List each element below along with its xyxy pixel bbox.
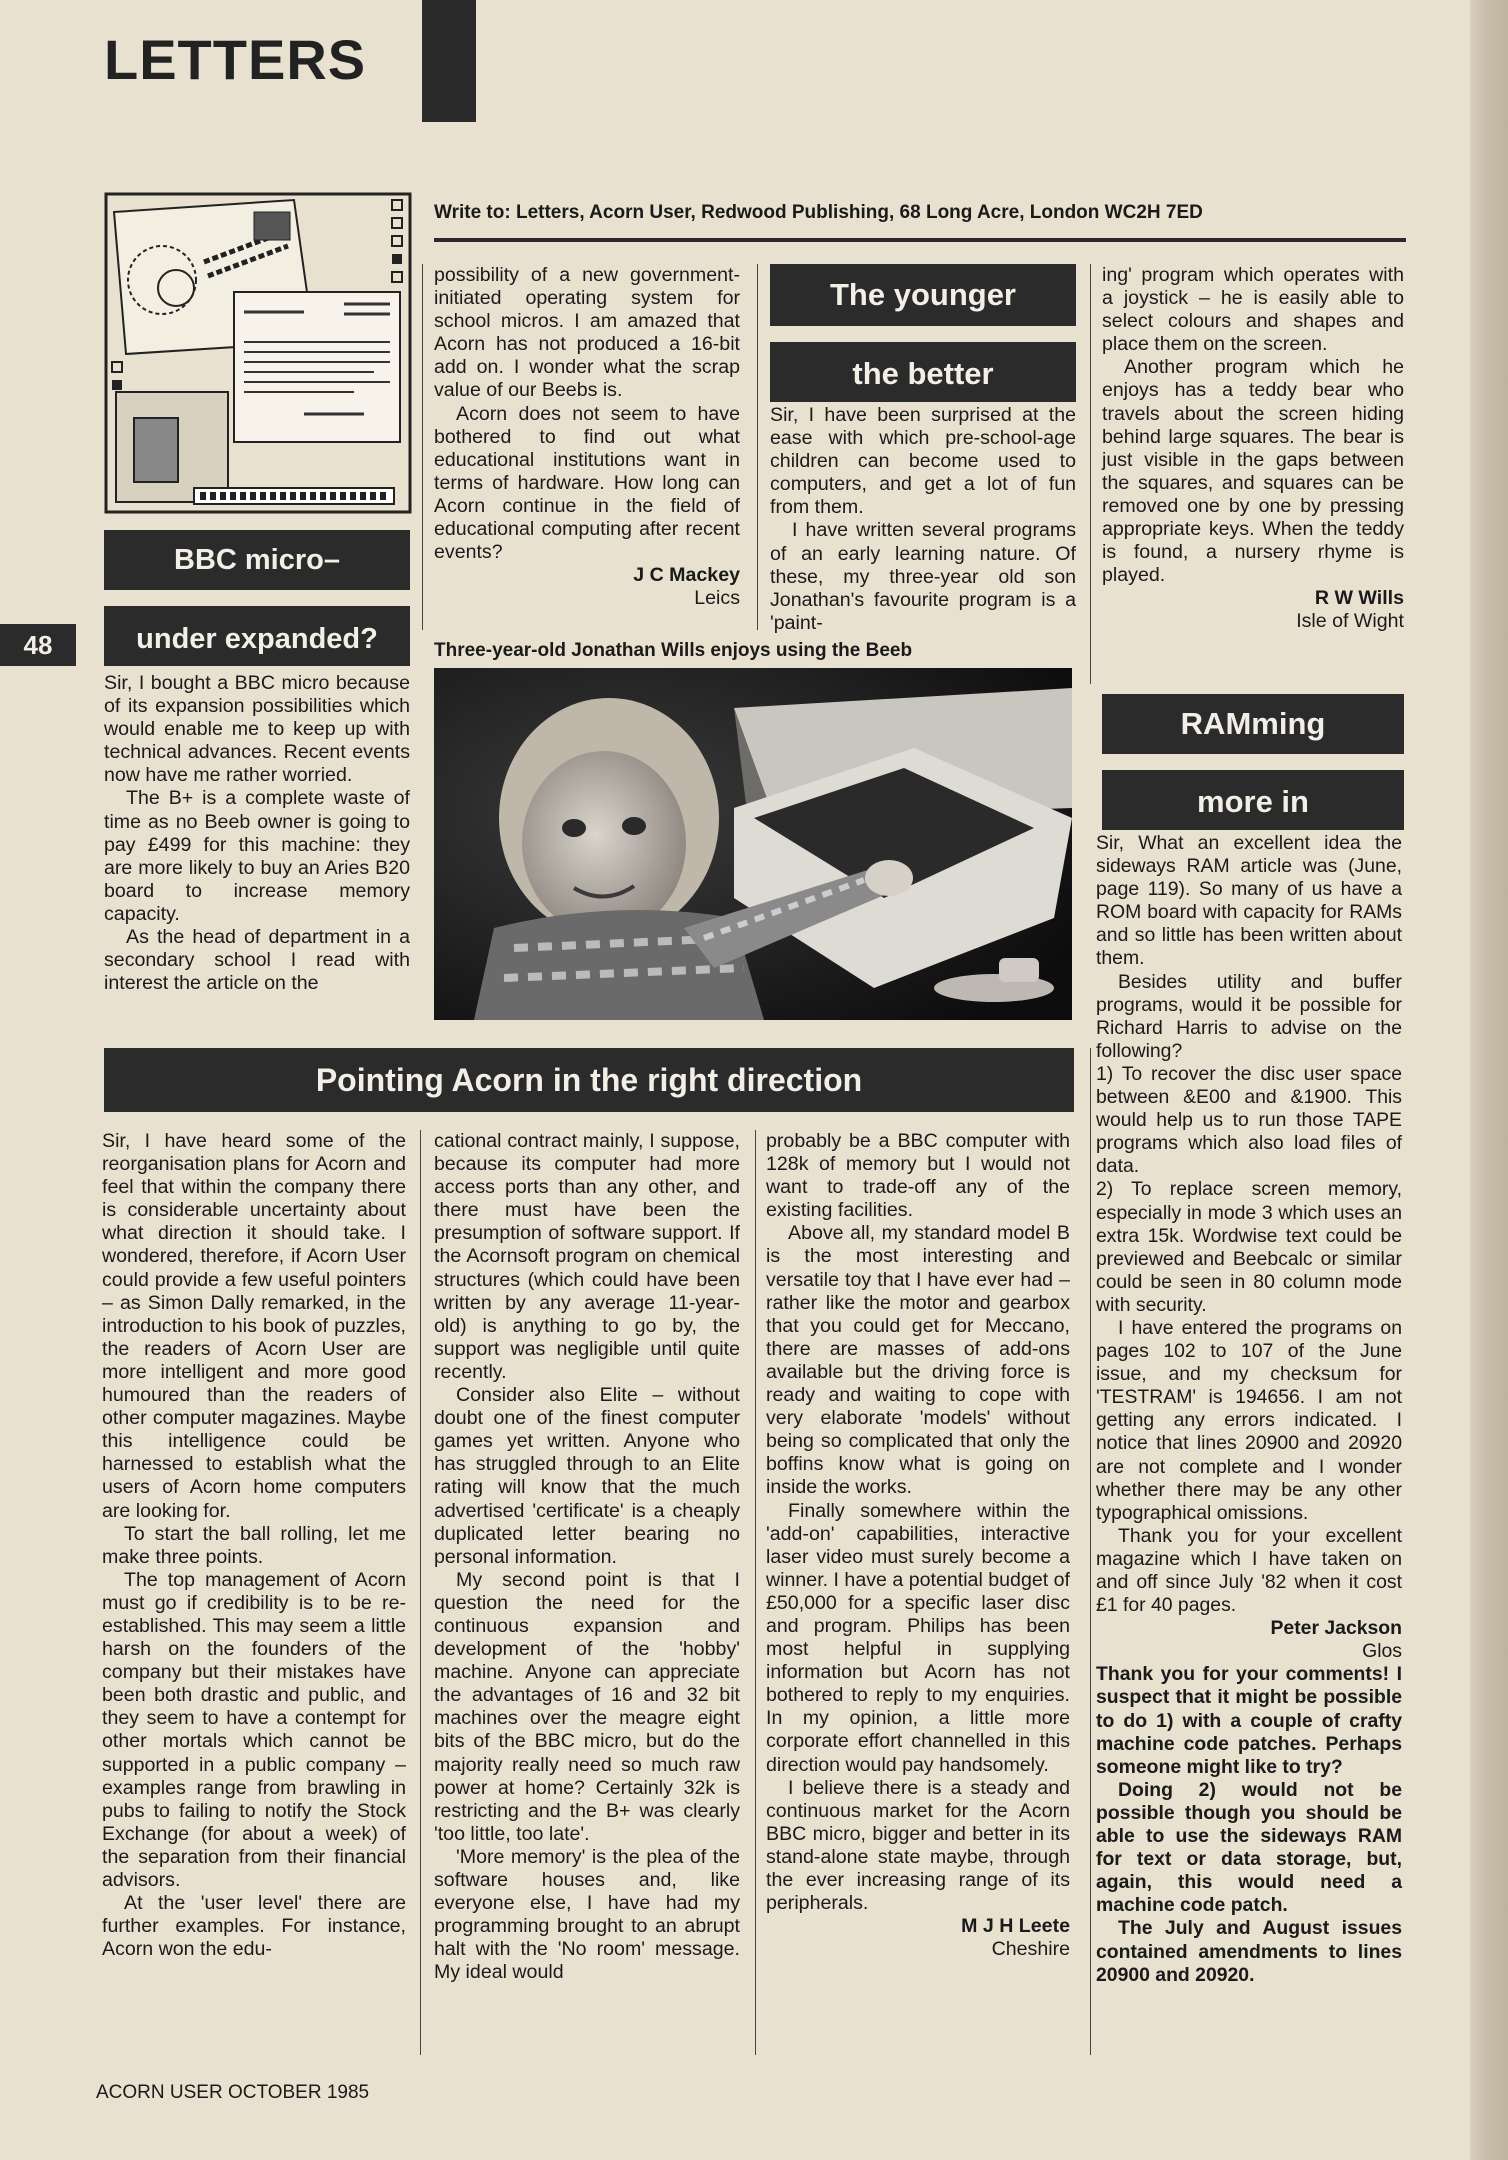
letter-illustration	[104, 192, 412, 514]
letter2-location: Isle of Wight	[1296, 610, 1404, 633]
column-rule	[755, 1130, 756, 2055]
page-number: 48	[0, 624, 76, 666]
letter4-signature: M J H Leete	[961, 1915, 1070, 1938]
paragraph: To start the ball rolling, let me make three points.	[102, 1522, 406, 1568]
letter1-column-a	[104, 672, 410, 995]
paragraph: As the head of department in a secondary school I read with interest the article on the	[104, 926, 410, 995]
paragraph: probably be a BBC computer with 128k of memory but I would not want to trade-off any of the existing facilities.	[766, 1130, 1070, 1222]
paragraph: My second point is that I question the need for the continuous expansion and development of the 'hobby' machine. Anyone can appreciate the advantages of 16 and 32 bit machines over the meagre eight bits of the BBC micro, but do the majority really need so much raw power at home? Certainly 32k is restricting and the B+ was clearly 'too little, too late'.	[434, 1568, 740, 1845]
letter2-signature: R W Wills	[1314, 587, 1404, 610]
paragraph: 'More memory' is the plea of the software houses and, like everyone else, I have had my programming brought to an abrupt halt with the 'No room' message. My ideal would	[434, 1845, 740, 1984]
letter1-signature: J C Mackey	[633, 564, 740, 587]
paragraph: Sir, What an excellent idea the sideways RAM article was (June, page 119). So many of us have a ROM board with capacity for RAMs and so little has been written about them.	[1096, 832, 1402, 970]
paragraph: Sir, I have heard some of the reorganisation plans for Acorn and feel that within the company there is considerable uncertainty about what direction it should take. I wondered, therefore, if Acorn User could provide a few useful pointers – as Simon Dally remarked, in the introduction to his book of puzzles, the readers of Acorn User are more intelligent and more good humoured than the readers of other computer magazines. Maybe this intelligence could be harnessed to establish what the users of Acorn home computers are looking for.	[102, 1130, 406, 1522]
letter3-headline-1: RAMming	[1102, 694, 1404, 754]
paragraph: I have written several programs of an early learning nature. Of these, my three-year old son Jonathan's favourite program is a 'paint-	[770, 519, 1076, 634]
letter4-location: Cheshire	[991, 1938, 1070, 1961]
paragraph: The B+ is a complete waste of time as no Beeb owner is going to pay £499 for this machine: they are more likely to buy an Aries B20 board to increase memory capacity.	[104, 787, 410, 925]
paragraph: The top management of Acorn must go if credibility is to be re-established. This may seem a little harsh on the founders of the company but their mistakes have been both drastic and public, and they seem to have a contempt for other mortals which cannot be supported in a public company – examples range from brawling in pubs to failing to notify the Stock Exchange (for about a week) of the separation from their financial advisors.	[102, 1568, 406, 1891]
letter1-column-b	[434, 264, 740, 610]
letter2-column-a	[770, 404, 1076, 635]
letter2-headline-1: The younger	[770, 264, 1076, 326]
letter1-headline-1: BBC micro–	[104, 530, 410, 590]
letter1-location: Leics	[694, 587, 740, 610]
paragraph: Besides utility and buffer programs, would it be possible for Richard Harris to advise on the following?	[1096, 970, 1402, 1062]
paragraph: Consider also Elite – without doubt one of the finest computer games yet written. Anyone who has struggled through to an Elite rating will know that the much advertised 'certificate' is a cheaply duplicated letter bearing no personal information.	[434, 1384, 740, 1568]
editor-paragraph: The July and August issues contained amendments to lines 20900 and 20920.	[1096, 1917, 1402, 1986]
masthead-block	[422, 0, 476, 122]
letter3-headline-2: more in	[1102, 770, 1404, 830]
paragraph: Finally somewhere within the 'add-on' capabilities, interactive laser video must surely become a winner. I have a potential budget of £50,000 for a specific laser disc and program. Philips has been most helpful in supplying information but Acorn has not bothered to reply to my enquiries. In my opinion, a little more corporate effort channelled in this direction would pay handsomely.	[766, 1499, 1070, 1776]
column-rule	[1090, 264, 1091, 684]
paragraph: Thank you for your excellent magazine which I have taken on and off since July '82 when it cost £1 for 40 pages.	[1096, 1524, 1402, 1617]
photo-caption: Three-year-old Jonathan Wills enjoys using the Beeb	[434, 640, 913, 661]
letter4-column-3	[766, 1130, 1070, 1961]
paragraph: cational contract mainly, I suppose, because its computer had more access ports than any other, and there must have been the presumption of software support. If the Acornsoft program on chemical structures (which could have been written by any average 11-year-old) is anything to go by, the support was negligible until quite recently.	[434, 1130, 740, 1383]
paragraph: possibility of a new government-initiated operating system for school micros. I am amazed that Acorn has not produced a 16-bit add on. I wonder what the scrap value of our Beebs is.	[434, 264, 740, 402]
paragraph: Sir, I bought a BBC micro because of its expansion possibilities which would enable me to keep up with technical advances. Recent events now have me rather worried.	[104, 672, 410, 787]
paragraph: ing' program which operates with a joystick – he is easily able to select colours and shapes and place them on the screen.	[1102, 264, 1404, 356]
paragraph: Acorn does not seem to have bothered to find out what educational institutions want in terms of hardware. How long can Acorn continue in the field of educational computing after recent events?	[434, 402, 740, 564]
editor-paragraph: Doing 2) would not be possible though you should be able to use the sideways RAM for text or data storage, but, again, this would need a machine code patch.	[1096, 1778, 1402, 1917]
paragraph: 1) To recover the disc user space between &E00 and &1900. This would help us to run those TAPE programs which also load files of data.	[1096, 1062, 1402, 1178]
page-gutter	[1470, 0, 1508, 2160]
column-rule	[420, 1130, 421, 2055]
child-computer-photo	[434, 668, 1072, 1020]
paragraph: 2) To replace screen memory, especially in mode 3 which uses an extra 15k. Wordwise text could be previewed and Beebcalc or similar could be seen in 80 column mode with security.	[1096, 1178, 1402, 1316]
paragraph: At the 'user level' there are further examples. For instance, Acorn won the edu-	[102, 1892, 406, 1961]
paragraph: I believe there is a steady and continuous market for the Acorn BBC micro, bigger and better in its stand-alone state maybe, through the ever increasing range of its peripherals.	[766, 1776, 1070, 1915]
letter3-signature: Peter Jackson	[1270, 1617, 1402, 1640]
paragraph: Above all, my standard model B is the most interesting and versatile toy that I have ever had – rather like the motor and gearbox that you could get for Meccano, there are masses of add-ons available but the driving force is ready and waiting to cope with very elaborate 'models' without being so complicated that only the boffins know what is going on inside the works.	[766, 1222, 1070, 1499]
letter4-headline: Pointing Acorn in the right direction	[104, 1048, 1074, 1112]
paragraph: I have entered the programs on pages 102 to 107 of the June issue, and my checksum for 'TESTRAM' is 194656. I am not getting any errors indicated. I notice that lines 20900 and 20920 are not complete and I wonder whether there may be any other typographical omissions.	[1096, 1316, 1402, 1524]
column-rule	[1090, 1048, 1091, 2055]
letter4-column-2	[434, 1130, 740, 1984]
letter2-headline-2: the better	[770, 342, 1076, 402]
section-title: LETTERS	[104, 28, 367, 91]
paragraph: Another program which he enjoys has a teddy bear who travels about the screen hiding behind large squares. The bear is just visible in the gaps between the squares, and squares can be removed one by one by pressing appropriate keys. When the teddy is found, a nursery rhyme is played.	[1102, 356, 1404, 587]
letter1-headline-2: under expanded?	[104, 606, 410, 666]
letter3-location: Glos	[1362, 1640, 1402, 1663]
section-masthead	[100, 0, 476, 122]
column-rule	[757, 264, 758, 630]
column-rule	[422, 264, 423, 630]
letter3-column	[1096, 832, 1402, 1987]
letter-sheet	[234, 292, 400, 442]
page-footer: ACORN USER OCTOBER 1985	[96, 2082, 370, 2103]
address-rule	[434, 238, 1406, 242]
paragraph: Sir, I have been surprised at the ease with which pre-school-age children can become used to computers, and get a lot of fun from them.	[770, 404, 1076, 519]
editor-paragraph: Thank you for your comments! I suspect that it might be possible to do 1) with a couple of crafty machine code patches. Perhaps someone might like to try?	[1096, 1663, 1402, 1778]
letter2-column-b	[1102, 264, 1404, 634]
letters-address: Write to: Letters, Acorn User, Redwood Publishing, 68 Long Acre, London WC2H 7ED	[434, 202, 1203, 223]
editor-reply	[1096, 1663, 1402, 1986]
letter4-column-1	[102, 1130, 406, 1961]
